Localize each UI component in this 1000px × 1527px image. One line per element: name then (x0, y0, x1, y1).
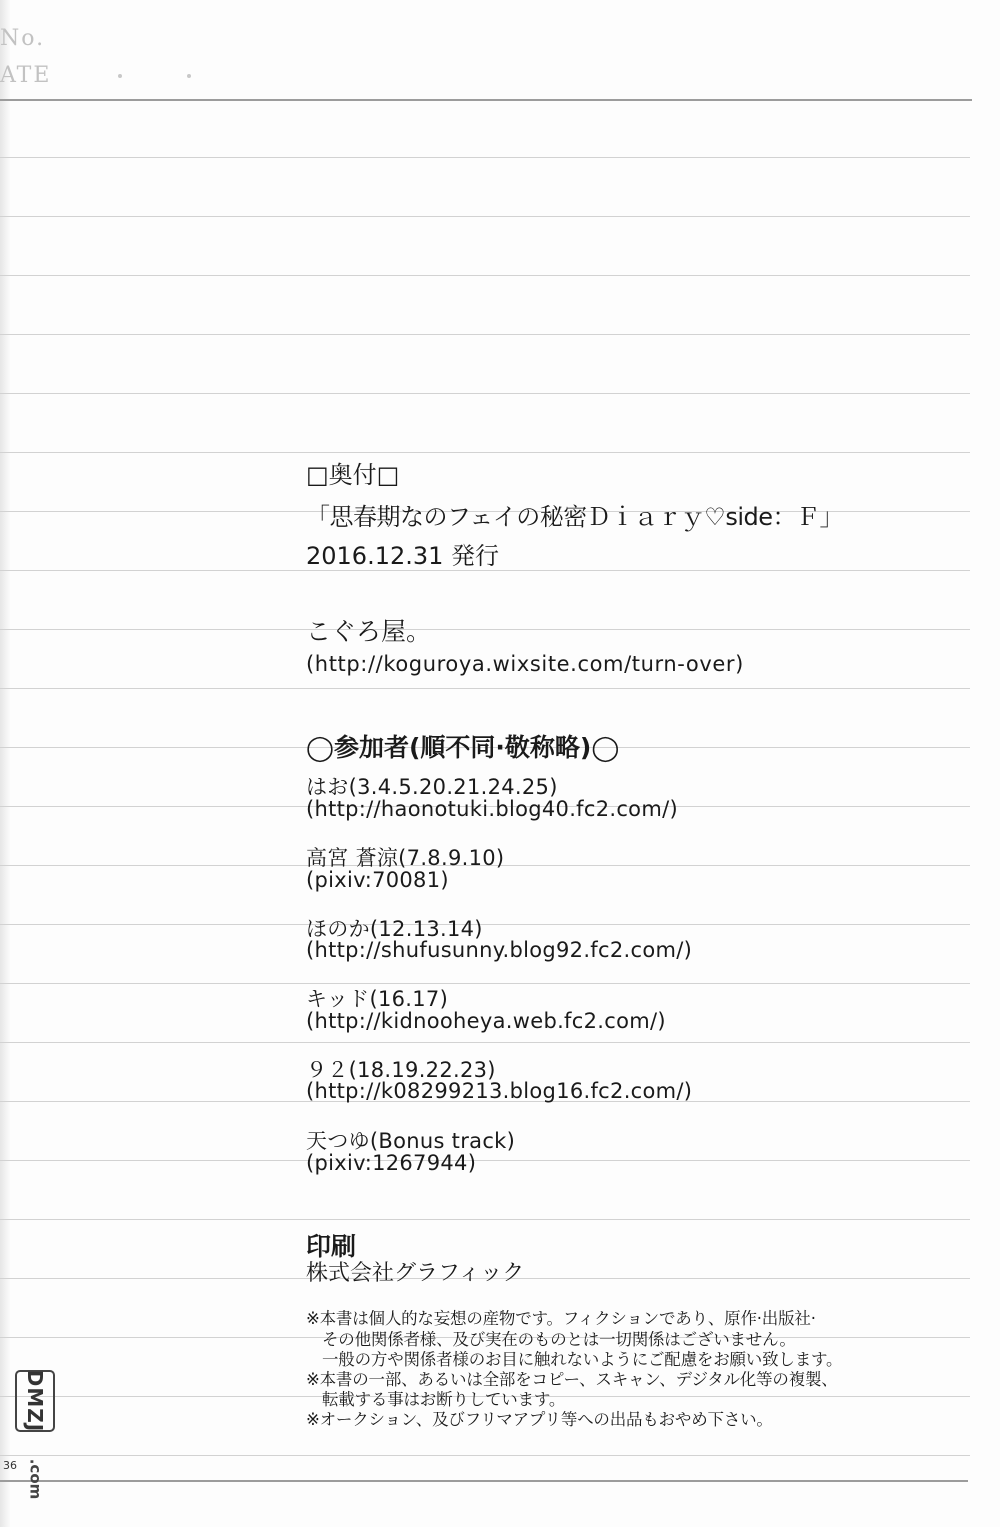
binding-shadow (0, 0, 10, 1527)
no-label: No. (0, 26, 46, 51)
circle-name: こぐろ屋。 (306, 617, 432, 646)
participant-name: ほのか(12.13.14) (306, 917, 483, 941)
site-watermark (15, 1370, 55, 1520)
ruled-line (0, 1455, 970, 1456)
participant-name: 高宮 蒼涼(7.8.9.10) (306, 846, 505, 870)
ruled-line (0, 216, 970, 217)
date-label: ATE (0, 63, 52, 88)
participant-link: (pixiv:1267944) (306, 1151, 477, 1175)
participants-heading: ◯参加者(順不同·敬称略)◯ (306, 733, 620, 762)
note-line: 一般の方や関係者様のお目に触れないようにご配慮をお願い致します。 (322, 1350, 843, 1369)
participant-name: 天つゆ(Bonus track) (306, 1129, 516, 1153)
book-title: 「思春期なのフェイの秘密Ｄｉａｒｙ♡side：Ｆ」 (306, 503, 843, 531)
watermark-logo-text: DMZJ (23, 1369, 48, 1433)
colophon-heading: □奥付□ (306, 461, 400, 489)
ruled-line (0, 1160, 970, 1161)
participant-name: はお(3.4.5.20.21.24.25) (306, 775, 558, 799)
ruled-line (0, 275, 970, 276)
note-line: ※本書の一部、あるいは全部をコピー、スキャン、デジタル化等の複製、 (306, 1370, 838, 1389)
page-number: 36 (3, 1459, 17, 1472)
participant-name: キッド(16.17) (306, 987, 449, 1011)
printer-heading: 印刷 (306, 1232, 357, 1261)
ruled-line (0, 393, 970, 394)
ruled-line (0, 99, 972, 101)
participant-link: (pixiv:70081) (306, 868, 449, 892)
note-line: その他関係者様、及び実在のものとは一切関係はございません。 (322, 1330, 796, 1349)
ruled-line (0, 334, 970, 335)
ruled-line (0, 452, 970, 453)
participant-link: (http://haonotuki.blog40.fc2.com/) (306, 797, 678, 821)
participant-name: ９２(18.19.22.23) (306, 1058, 496, 1082)
date-dot-1 (118, 74, 122, 78)
publish-date: 2016.12.31 発行 (306, 542, 500, 570)
circle-url: (http://koguroya.wixsite.com/turn-over) (306, 652, 744, 676)
participant-link: (http://shufusunny.blog92.fc2.com/) (306, 938, 693, 962)
ruled-line (0, 629, 970, 630)
note-line: ※オークション、及びフリマアプリ等への出品もおやめ下さい。 (306, 1410, 773, 1429)
participant-link: (http://k08299213.blog16.fc2.com/) (306, 1079, 693, 1103)
date-dot-2 (187, 74, 191, 78)
watermark-logo (15, 1370, 55, 1432)
ruled-line (0, 983, 970, 984)
ruled-line (0, 1219, 970, 1220)
ruled-line (0, 157, 970, 158)
printer-name: 株式会社グラフィック (306, 1261, 525, 1286)
ruled-line (0, 924, 970, 925)
watermark-domain-text: .com (26, 1458, 44, 1500)
ruled-line (0, 688, 970, 689)
note-line: 転載する事はお断りしています。 (322, 1390, 566, 1409)
participant-link: (http://kidnooheya.web.fc2.com/) (306, 1009, 666, 1033)
watermark-domain (17, 1440, 53, 1518)
ruled-line (0, 1480, 968, 1482)
note-line: ※本書は個人的な妄想の産物です。フィクションであり、原作·出版社· (306, 1309, 816, 1328)
ruled-line (0, 1042, 970, 1043)
